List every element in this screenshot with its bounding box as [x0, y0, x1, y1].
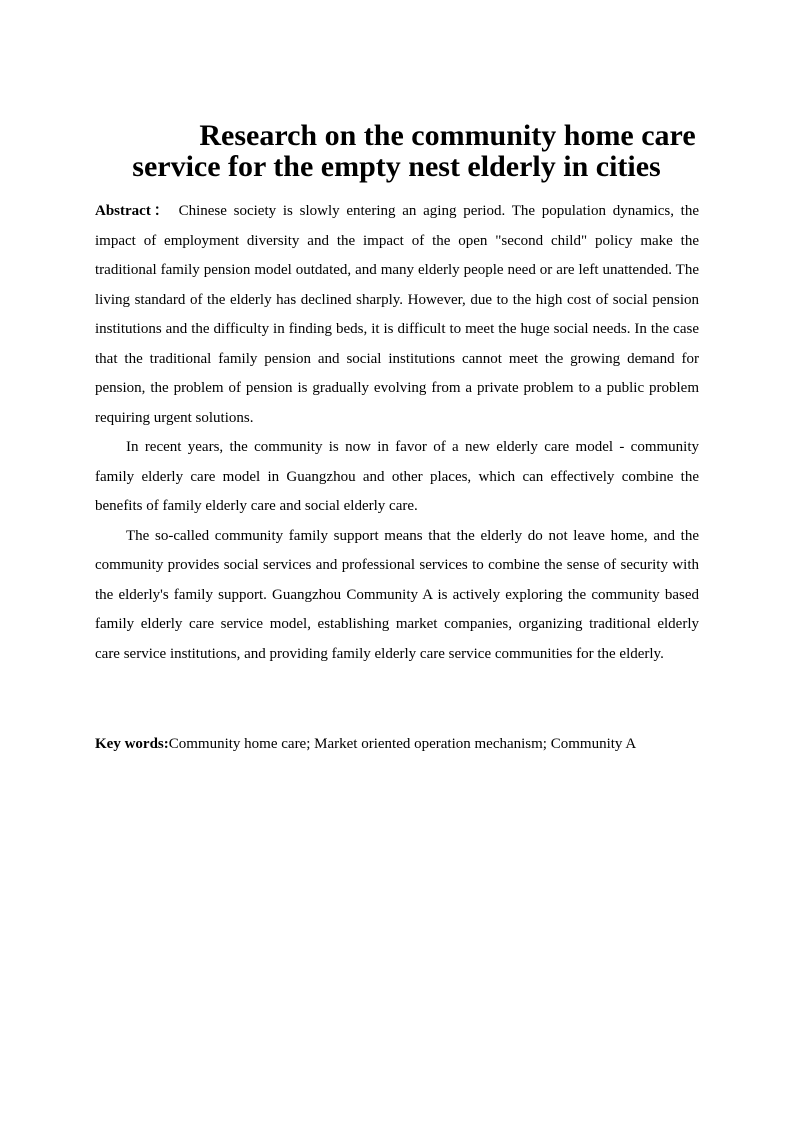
- abstract-label: Abstract：: [95, 203, 172, 219]
- keywords-value: Community home care; Market oriented operation mechanism; Community A: [168, 736, 637, 752]
- abstract-paragraph-2: In recent years, the community is now in favor of a new elderly care model - community family elderly care model in Guangzhou and other places, which can effectively combine the benefits of family elderly care and social elderly care.: [95, 439, 699, 514]
- abstract-section: [95, 197, 699, 669]
- title-line-1: Research on the community home care: [199, 119, 696, 152]
- abstract-paragraph-3: The so-called community family support means that the elderly do not leave home, and the community provides social services and professional services to combine the sense of security with the elderly's family support. Guangzhou Community A is actively exploring the community based family elderly care service model, establishing market companies, organizing traditional elderly care service institutions, and providing family elderly care service communities for the elderly.: [95, 527, 699, 662]
- abstract-paragraph-1-text: Chinese society is slowly entering an aging period. The population dynamics, the impact of employment diversity and the impact of the open "second child" policy make the traditional family pension model outdated, and many elderly people need or are left unattended. The living standard of the elderly has declined sharply. However, due to the high cost of social pension institutions and the difficulty in finding beds, it is difficult to meet the huge social needs. In the case that the traditional family pension and social institutions cannot meet the growing demand for pension, the problem of pension is gradually evolving from a private problem to a public problem requiring urgent solutions.: [95, 203, 700, 426]
- title-line-2: service for the empty nest elderly in cities: [132, 150, 661, 183]
- document-title: [60, 120, 733, 182]
- abstract-paragraph-1: [95, 197, 699, 433]
- keywords-section: [95, 732, 699, 756]
- keywords-label: Key words:: [95, 736, 169, 752]
